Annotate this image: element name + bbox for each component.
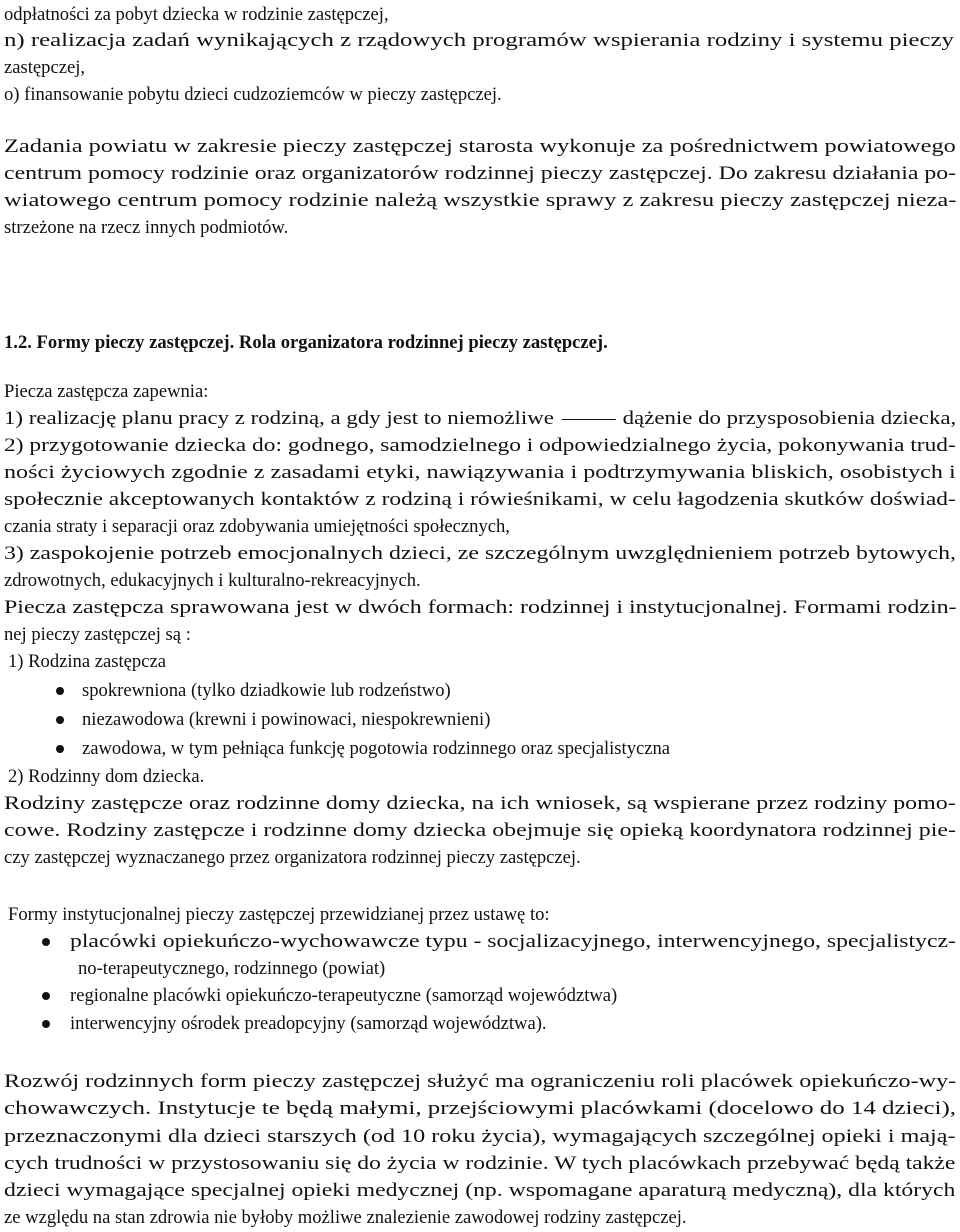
paragraph-line: ze względu na stan zdrowia nie byłoby możliwe znalezienie zawodowej rodziny zastępczej.	[4, 1207, 687, 1228]
bullet-icon	[42, 1020, 50, 1028]
paragraph-line: Zadania powiatu w zakresie pieczy zastępczej starosta wykonuje za pośrednictwem powiatowego	[4, 136, 956, 157]
paragraph-line: przeznaczonymi dla dzieci starszych (od 10 roku życia), wymagających szczególnej opieki i mają-	[4, 1126, 956, 1147]
list-item: zawodowa, w tym pełniąca funkcję pogotowia rodzinnego oraz specjalistyczna	[82, 738, 671, 759]
section-line: czania straty i separacji oraz zdobywania umiejętności społecznych,	[4, 516, 510, 537]
section-line-part: dążenie do przysposobienia dziecka,	[622, 408, 957, 429]
section-line: ności życiowych zgodnie z zasadami etyki, nawiązywania i podtrzymywania bliskich, osobistych i	[4, 462, 956, 483]
paragraph-line: cych trudności w przystosowaniu się do życia w rodzinie. W tych placówkach przebywać będą także	[4, 1153, 956, 1174]
section-heading: 1.2. Formy pieczy zastępczej. Rola organizatora rodzinnej pieczy zastępczej.	[4, 332, 608, 353]
section-line: 1) Rodzina zastępcza	[8, 651, 166, 672]
bullet-icon	[56, 716, 64, 724]
list-item-continuation: no-terapeutycznego, rodzinnego (powiat)	[78, 958, 386, 979]
paragraph-line: dzieci wymagające specjalnej opieki medycznej (np. wspomagane aparaturą medyczną), dla których	[4, 1180, 956, 1201]
paragraph-line: Rodziny zastępcze oraz rodzinne domy dziecka, na ich wniosek, są wspierane przez rodziny pomo-	[4, 793, 956, 814]
paragraph-line: Formy instytucjonalnej pieczy zastępczej przewidzianej przez ustawę to:	[8, 904, 550, 925]
section-line: społecznie akceptowanych kontaktów z rodziną i rówieśnikami, w celu łagodzenia skutków doświad-	[4, 489, 956, 510]
intro-line: zastępczej,	[4, 57, 86, 78]
section-line: nej pieczy zastępczej są :	[4, 624, 191, 645]
section-line: Piecza zastępcza sprawowana jest w dwóch formach: rodzinnej i instytucjonalnej. Formami rodzin-	[4, 597, 957, 618]
section-line: 2) przygotowanie dziecka do: godnego, samodzielnego i odpowiedzialnego życia, pokonywania trud-	[4, 435, 956, 456]
paragraph-line: cowe. Rodziny zastępcze i rodzinne domy dziecka obejmuje się opieką koordynatora rodzinnej pie-	[4, 820, 956, 841]
bullet-icon	[56, 745, 64, 753]
paragraph-line: czy zastępczej wyznaczanego przez organizatora rodzinnej pieczy zastępczej.	[4, 847, 581, 868]
section-line: Piecza zastępcza zapewnia:	[4, 381, 209, 402]
em-dash-rule	[561, 419, 615, 420]
paragraph-line: centrum pomocy rodzinie oraz organizatorów rodzinnej pieczy zastępczej. Do zakresu działania po-	[4, 163, 957, 184]
list-item: spokrewniona (tylko dziadkowie lub rodzeństwo)	[82, 680, 451, 701]
intro-line: n) realizacja zadań wynikających z rządowych programów wspierania rodziny i systemu pieczy	[4, 30, 954, 51]
section-line: 2) Rodzinny dom dziecka.	[8, 766, 205, 787]
bullet-icon	[56, 687, 64, 695]
paragraph-line: Rozwój rodzinnych form pieczy zastępczej służyć ma ograniczeniu roli placówek opiekuńczo-wy-	[4, 1071, 957, 1092]
section-line: 3) zaspokojenie potrzeb emocjonalnych dzieci, ze szczególnym uwzględnieniem potrzeb bytowych,	[4, 543, 956, 564]
bullet-icon	[42, 938, 50, 946]
paragraph-line: wiatowego centrum pomocy rodzinie należą wszystkie sprawy z zakresu pieczy zastępczej nieza-	[4, 190, 957, 211]
section-line-part: 1) realizację planu pracy z rodziną, a gdy jest to niemożliwe	[4, 408, 554, 429]
intro-line: o) finansowanie pobytu dzieci cudzoziemców w pieczy zastępczej.	[4, 84, 502, 105]
list-item: niezawodowa (krewni i powinowaci, niespokrewnieni)	[82, 709, 491, 730]
list-item: regionalne placówki opiekuńczo-terapeutyczne (samorząd województwa)	[70, 985, 618, 1006]
intro-line: odpłatności za pobyt dziecka w rodzinie zastępczej,	[4, 4, 389, 25]
paragraph-line: chowawczych. Instytucje te będą małymi, przejściowymi placówkami (docelowo do 14 dzieci),	[4, 1098, 956, 1119]
list-item: interwencyjny ośrodek preadopcyjny (samorząd województwa).	[70, 1013, 547, 1034]
section-line: zdrowotnych, edukacyjnych i kulturalno-rekreacyjnych.	[4, 570, 421, 591]
section-line-with-dash	[4, 406, 956, 432]
list-item: placówki opiekuńczo-wychowawcze typu - socjalizacyjnego, interwencyjnego, specjalistycz-	[70, 931, 956, 952]
paragraph-line: strzeżone na rzecz innych podmiotów.	[4, 217, 289, 238]
bullet-icon	[42, 992, 50, 1000]
